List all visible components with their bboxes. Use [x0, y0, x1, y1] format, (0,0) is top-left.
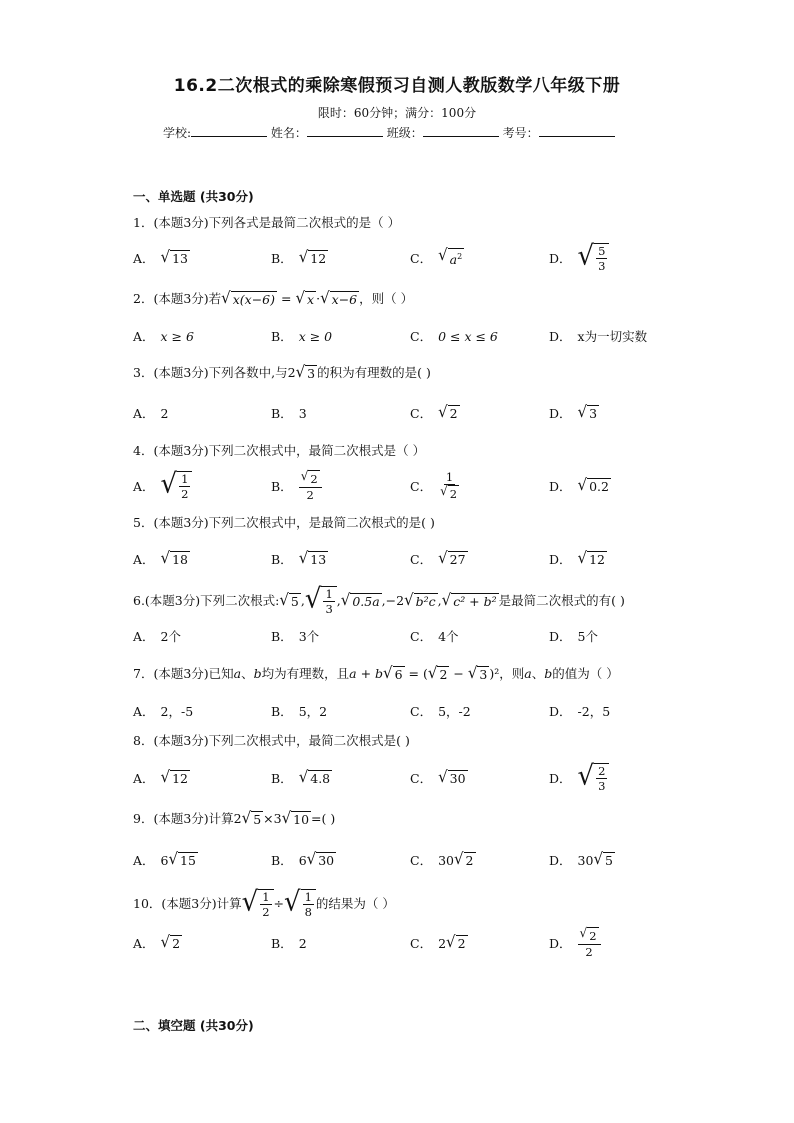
q1-option-c[interactable]: C． √ $a^2$: [410, 245, 463, 268]
question-9-options: [133, 843, 753, 877]
q2-option-b[interactable]: B． x ≥ 0: [271, 328, 333, 344]
question-4-stem: 4．(本题3分)下列二次根式中，最简二次根式是（ ）: [133, 443, 426, 458]
question-6-options: [133, 619, 753, 653]
question-10-options: [133, 926, 753, 960]
q8-option-c[interactable]: C． √ 30: [410, 766, 466, 786]
question-5-stem: 5．(本题3分)下列二次根式中，是最简二次根式的是( ): [133, 515, 435, 530]
q2-option-a[interactable]: A． x ≥ 6: [133, 328, 194, 344]
school-blank[interactable]: [191, 124, 267, 137]
q1-option-b[interactable]: B． √ 12: [271, 246, 327, 266]
question-3-stem: 3．(本题3分)下列各数中,与2 √ 3 的积为有理数的是( ): [133, 362, 431, 382]
q7-option-d[interactable]: D． -2，5: [549, 704, 611, 719]
q4-option-c[interactable]: C． 1 √ 2: [410, 470, 458, 501]
q8-option-b[interactable]: B． √ 4.8: [271, 766, 331, 786]
question-2-stem: 2．(本题3分)若 √ x(x−6) = √ x · √ x−6 ，则（ ）: [133, 288, 414, 308]
q2-option-c[interactable]: C． 0 ≤ x ≤ 6: [410, 328, 498, 344]
question-6-stem: 6.(本题3分)下列二次根式: √ 5 , √ $\frac{1}{3}$ , √ 0.5a ,−2 √ b²c , √ c² + b² 是最简二次根式的有( ): [133, 583, 625, 616]
q5-option-a[interactable]: A． √ 18: [133, 547, 188, 567]
name-blank[interactable]: [307, 124, 383, 137]
question-7-stem: 7．(本题3分)已知a、b均为有理数，且a + b √ 6 = ( √ 2 − √ 3 )²，则a、b的值为（ ）: [133, 663, 619, 683]
q4-option-d[interactable]: D． √ 0.2: [549, 474, 609, 494]
q3-option-c[interactable]: C． √ 2: [410, 401, 458, 421]
q7-option-c[interactable]: C． 5，-2: [410, 704, 471, 719]
question-7-options: [133, 694, 753, 728]
time-limit: 限时：60分钟；满分：100分: [317, 106, 477, 120]
exam-no-blank[interactable]: [539, 124, 615, 137]
q4-option-a[interactable]: A． √ $\frac{1}{2}$: [133, 469, 192, 503]
school-label: 学校:: [163, 126, 192, 140]
q7-option-b[interactable]: B． 5，2: [271, 704, 328, 719]
q3-option-d[interactable]: D． √ 3: [549, 401, 598, 421]
question-9-stem: 9．(本题3分)计算2 √ 5 ×3 √ 10 =( ): [133, 808, 336, 828]
question-1-options: [133, 241, 753, 275]
q5-option-d[interactable]: D． √ 12: [549, 547, 605, 567]
q1-option-d[interactable]: D． √ $\frac{5}{3}$: [549, 241, 609, 275]
question-8-options: [133, 761, 753, 795]
q3-option-a[interactable]: A． 2: [133, 405, 169, 421]
q2-option-d[interactable]: D． x为一切实数: [549, 329, 648, 344]
question-5-options: [133, 542, 753, 576]
q10-option-c[interactable]: C． 2 √ 2: [410, 931, 466, 951]
q9-option-b[interactable]: B． 6 √ 30: [271, 848, 335, 868]
section-single-choice-title: 一、单选题 (共30分): [133, 189, 254, 204]
q6-option-c[interactable]: C． 4个: [410, 629, 459, 644]
class-label: 班级：: [386, 126, 423, 140]
q9-option-c[interactable]: C． 30 √ 2: [410, 848, 474, 868]
q5-option-c[interactable]: C． √ 27: [410, 547, 466, 567]
q5-option-b[interactable]: B． √ 13: [271, 547, 327, 567]
student-info-line: [163, 124, 615, 141]
q8-option-d[interactable]: D． √ $\frac{2}{3}$: [549, 761, 609, 795]
exam-no-label: 考号：: [502, 126, 539, 140]
question-2-options: [133, 319, 753, 353]
q6-option-a[interactable]: A． 2个: [133, 629, 181, 644]
q9-option-d[interactable]: D． 30 √ 5: [549, 848, 613, 868]
name-label: 姓名：: [270, 126, 307, 140]
class-blank[interactable]: [423, 124, 499, 137]
question-1-stem: 1．(本题3分)下列各式是最简二次根式的是（ ）: [133, 215, 401, 230]
section-fill-blank-title: 二、填空题 (共30分): [133, 1018, 254, 1033]
q3-option-b[interactable]: B． 3: [271, 405, 307, 421]
q10-option-d[interactable]: D． √ 2 2: [549, 926, 601, 960]
question-3-options: [133, 396, 753, 430]
q10-option-b[interactable]: B． 2: [271, 935, 307, 951]
q1-option-a[interactable]: A． √ 13: [133, 246, 188, 266]
question-10-stem: 10．(本题3分)计算 √ $\frac{1}{2}$ ÷ √ $\frac{1}{8}$ 的结果为（ ）: [133, 886, 395, 919]
question-8-stem: 8．(本题3分)下列二次根式中，最简二次根式是( ): [133, 733, 410, 748]
page-title: 16.2二次根式的乘除寒假预习自测人教版数学八年级下册: [173, 76, 621, 96]
q6-option-d[interactable]: D． 5个: [549, 629, 598, 644]
q6-option-b[interactable]: B． 3个: [271, 629, 320, 644]
q4-option-b[interactable]: B． √ 2 2: [271, 469, 322, 503]
q10-option-a[interactable]: A． √ 2: [133, 931, 181, 951]
q8-option-a[interactable]: A． √ 12: [133, 766, 188, 786]
question-4-options: [133, 469, 753, 503]
q9-option-a[interactable]: A． 6 √ 15: [133, 848, 196, 868]
q7-option-a[interactable]: A． 2，-5: [133, 704, 194, 719]
